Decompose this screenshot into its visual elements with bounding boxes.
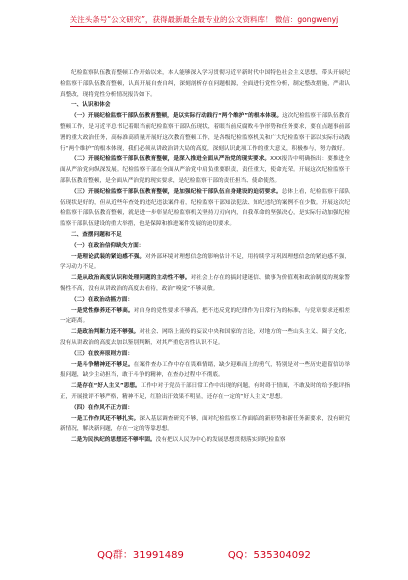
paragraph-body: 对社会、网络上流传的妄议中央和国家的言论，对地方的一些山头主义、圈子文化，没有从讲政治的高度去加以鉴别判断，对其严重危害性认识不足。 [60,329,350,346]
subsection-heading: （三）在放弃原则方面： [71,350,134,357]
paragraph-lead: 二是为民执纪的思想还不够牢固。 [71,437,156,444]
section-heading-1: 一、认识和体会 [71,102,111,109]
paragraph-lead: 一是党性修养还不够高。 [71,307,134,314]
paragraph-lead: （二）开展纪检监察干部队伍教育整顿，是深入推进全面从严治党的现实要求。 [71,156,271,163]
paragraph [60,435,350,446]
intro-paragraph: 纪检监察队伍教育整顿工作开始以来，本人能够深入学习贯彻习近平新时代中国特色社会主义思想，带头开展纪检监察干部队伍教育整顿，认真开展自查自纠，深刻剖析存在问题根源，全面进行党性分析，制定整改措施，严肃认真整改，现将党性分析情况报告如下。 [60,70,350,98]
paragraph [60,154,350,186]
qq-group-text: QQ群：31991489 [97,550,184,561]
paragraph [60,381,350,403]
paragraph-body: 对自身的党性要求不够高，把不违反党的纪律作为日常行为的标准，与党章要求还相差一定距离。 [60,307,350,325]
paragraph [60,327,350,349]
paragraph-lead: 二是政治判断力还不够强。 [71,329,140,336]
paragraph-lead: （三）开展纪检监察干部队伍教育整顿，是加强纪检干部队伍自身建设的迫切要求。 [71,188,282,195]
footer-contact [0,546,408,566]
paragraph [60,273,350,295]
paragraph [60,111,350,154]
paragraph-body: 对社会上存在的搞封建迷信、做事为价值观和政治制度的现象警惕性不高，没有从讲政治的高度去看待，政治“嗅觉”不够灵敏。 [60,275,350,292]
paragraph-lead: 二是存在“好人主义”思想。 [71,383,141,390]
paragraph-lead: 一是工作作风还不够扎实。 [71,415,140,422]
paragraph-body: 总体上看，纪检监察干部队伍现状是好的，但从近些年查处的违纪违法案件看，纪检监察干部知法犯法、知纪违纪的案例不在少数。开展这次纪检监察干部队伍教育整顿，就是进一步彰显纪检监察机关坚持刀刃向内，自我革命的坚强决心，是实际行动加强纪检监察干部队伍建设的重大举措，也是保障和推进案件发展的迫切要求。 [60,188,350,228]
paragraph-body: 对外部环境对理想信念的影响估计不足，用持续学习巩固理想信念的紧迫感不强，学习动力不足。 [60,253,350,271]
paragraph-body: 深入基层调查研究不够，面对纪检监察工作面临的新形势和新任务新要求，没有研究新情况，解决新问题，存在一定的等靠思想。 [60,415,350,433]
paragraph-lead: （一）开展纪检监察干部队伍教育整顿，是以实际行动践行“两个维护”的根本体现。 [71,113,283,120]
subsection-heading: （一）在政治信仰缺失方面： [71,242,145,249]
paragraph-lead: 一是理论武装的紧迫感不强。 [71,253,146,260]
paragraph-body: 这次纪检监察干部队伍教育整顿工作，是习近平总书记着眼当前纪检监察干部队伍现状，着眼当前反腐败斗争形势和任务要求，要在点题事前部署的重大政治任务，高标准高质量开展好这次教育整顿工作，是各级纪检监察机关和广大纪检监察干部以实际行动践行“两个维护”的根本体现，我们必须从讲政治讲大局的高度，深刻认识此项工作的重大意义，积极参与，努力做好。 [60,113,350,152]
paragraph [60,187,350,230]
paragraph [60,306,350,328]
paragraph-body: XXX报告中明确指出：要推进全面从严治党向纵深发展。纪检监察干部在全面从严治党中肩负重要职责，责任重大，使命光荣。开展这次纪检监察干部队伍教育整顿，是全面从严治党的现实要求，是纪检监察干部的责任担当、使命使然。 [60,156,350,184]
document-body [60,68,350,446]
subsection-heading: （二）在政治动摇方面： [71,296,134,303]
paragraph [60,414,350,436]
paragraph [60,360,350,382]
subsection-heading: （四）在作风不正方面： [71,404,134,411]
qq-number-text: QQ：535304092 [227,550,311,561]
header-banner [0,0,408,40]
paragraph-body: 工作中对于党员干部日常工作中出现的问题，有时碍于情面，不敢及时的给予批评指正，开展批评不够严格，精神不足，红脸出汗效果不明显，还存在一定的“好人主义”思想。 [60,383,350,400]
paragraph [60,252,350,274]
paragraph-lead: 一是斗争精神还不够足。 [71,361,134,368]
paragraph-lead: 二是从政治高度认识和处理问题的主动性不够。 [71,275,191,282]
paragraph-body: 没有把以人民为中心的发展思想贯彻落实到纪检监察 [155,437,286,444]
section-heading-2: 二、查摆问题和不足 [71,231,122,238]
paragraph-body: 在案件查办工作中存在畏难情绪，缺少迎难而上的勇气，特别是对一些历史遗留信访举报问题，缺少主动担当，敢于斗争的精神，在查办过程中不彻底。 [60,361,350,379]
banner-text: 关注头条号“公文研究”，获得最新最全最专业的公文资料库！ 微信：gongwenyj [70,14,339,27]
